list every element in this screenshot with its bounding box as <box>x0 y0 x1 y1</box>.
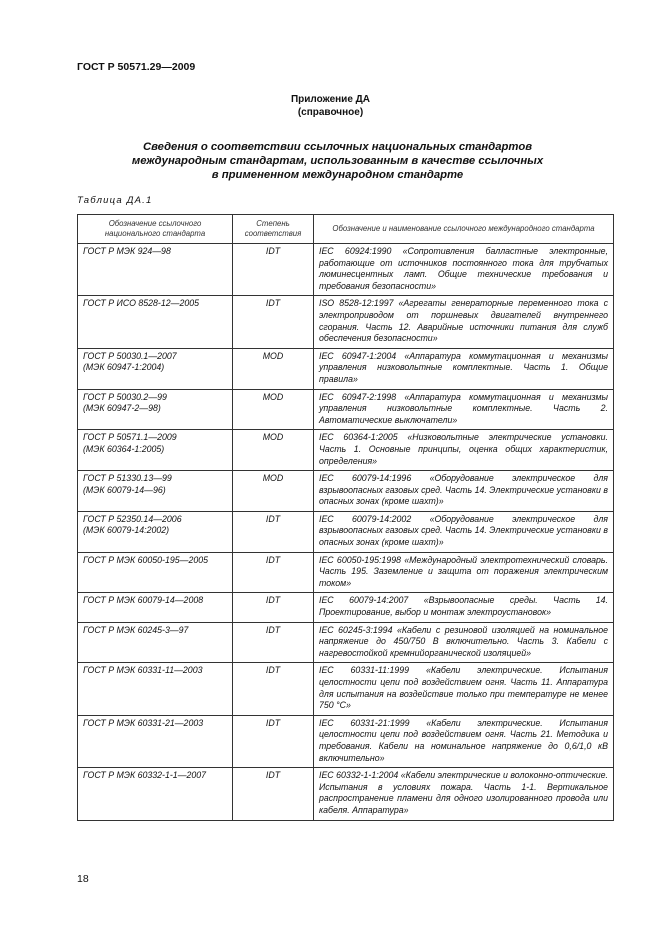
table-label: Таблица ДА.1 <box>77 195 153 206</box>
appendix-subtitle: (справочное) <box>297 107 364 118</box>
cell-international-standard: IEC 60079-14:2007 «Взрывоопасные среды. Часть 14. Проектирование, выбор и монтаж электроустановок» <box>314 593 614 622</box>
column-header-national: Обозначение ссылочного национального стандарта <box>78 215 233 244</box>
cell-international-standard: IEC 60079-14:2002 «Оборудование электрическое для взрывоопасных газовых сред. Часть 14. Электрические установки в опасных зонах (кроме шахт)» <box>314 511 614 552</box>
cell-national-standard: ГОСТ Р МЭК 60331-11—2003 <box>78 663 233 715</box>
cell-degree: IDT <box>233 663 314 715</box>
cell-international-standard: IEC 60947-2:1998 «Аппаратура коммутационная и механизмы управления низковольтные комплектные. Часть 2. Автоматические выключатели» <box>314 389 614 430</box>
table-row <box>78 768 614 820</box>
cell-international-standard: IEC 60245-3:1994 «Кабели с резиновой изоляцией на номинальное напряжение до 450/750 В включительно. Часть 3. Кабели с нагревостойкой кремнийорганической изоляцией» <box>314 622 614 663</box>
document-header: ГОСТ Р 50571.29—2009 <box>77 61 196 73</box>
table-row <box>78 389 614 430</box>
cell-international-standard: IEC 60364-1:2005 «Низковольтные электрические установки. Часть 1. Основные принципы, оценка общих характеристик, определения» <box>314 430 614 471</box>
table-row <box>78 348 614 389</box>
table-row <box>78 296 614 348</box>
cell-national-standard: ГОСТ Р 52350.14—2006 (МЭК 60079-14:2002) <box>78 511 233 552</box>
table-row <box>78 552 614 593</box>
cell-international-standard: IEC 60331-11:1999 «Кабели электрические. Испытания целостности цепи под воздействием огня. Часть 11. Аппаратура для испытания на воздействие только при температуре не менее 750 °C» <box>314 663 614 715</box>
cell-national-standard: ГОСТ Р МЭК 60245-3—97 <box>78 622 233 663</box>
cell-degree: IDT <box>233 552 314 593</box>
cell-national-standard: ГОСТ Р МЭК 60332-1-1—2007 <box>78 768 233 820</box>
table-row <box>78 663 614 715</box>
caption-line-1: Сведения о соответствии ссылочных национальных стандартов <box>142 141 533 153</box>
cell-degree: IDT <box>233 511 314 552</box>
standards-table <box>77 214 614 821</box>
cell-degree: MOD <box>233 471 314 512</box>
table-caption <box>110 140 565 182</box>
cell-degree: IDT <box>233 296 314 348</box>
cell-degree: IDT <box>233 244 314 296</box>
caption-line-2: международным стандартам, использованным в качестве ссылочных <box>131 155 544 167</box>
table-row <box>78 244 614 296</box>
table-body <box>78 244 614 821</box>
cell-international-standard: IEC 60050-195:1998 «Международный электротехнический словарь. Часть 195. Заземление и защита от поражения электрическим током» <box>314 552 614 593</box>
cell-national-standard: ГОСТ Р МЭК 60050-195—2005 <box>78 552 233 593</box>
cell-degree: MOD <box>233 348 314 389</box>
cell-international-standard: IEC 60332-1-1:2004 «Кабели электрические и волоконно-оптические. Испытания в условиях пожара. Часть 1-1. Вертикальное распространение пламени для одного изолированного провода или кабеля. Аппаратура» <box>314 768 614 820</box>
cell-international-standard: ISO 8528-12:1997 «Агрегаты генераторные переменного тока с электроприводом от поршневых двигателей внутреннего сгорания. Часть 12. Аварийные источники питания для служб обеспечения безопасности» <box>314 296 614 348</box>
cell-degree: IDT <box>233 622 314 663</box>
cell-national-standard: ГОСТ Р МЭК 60331-21—2003 <box>78 715 233 767</box>
cell-national-standard: ГОСТ Р 50571.1—2009 (МЭК 60364-1:2005) <box>78 430 233 471</box>
table-row <box>78 471 614 512</box>
table-row <box>78 430 614 471</box>
cell-national-standard: ГОСТ Р МЭК 924—98 <box>78 244 233 296</box>
cell-international-standard: IEC 60947-1:2004 «Аппаратура коммутационная и механизмы управления низковольтные комплектные. Часть 1. Общие правила» <box>314 348 614 389</box>
table-header-row <box>78 215 614 244</box>
cell-degree: MOD <box>233 430 314 471</box>
column-header-degree: Степень соответствия <box>233 215 314 244</box>
cell-degree: MOD <box>233 389 314 430</box>
appendix-heading <box>0 93 661 119</box>
table-row <box>78 622 614 663</box>
cell-national-standard: ГОСТ Р МЭК 60079-14—2008 <box>78 593 233 622</box>
column-header-international: Обозначение и наименование ссылочного международного стандарта <box>314 215 614 244</box>
cell-degree: IDT <box>233 715 314 767</box>
cell-national-standard: ГОСТ Р 50030.1—2007 (МЭК 60947-1:2004) <box>78 348 233 389</box>
caption-line-3: в примененном международном стандарте <box>211 169 464 181</box>
cell-international-standard: IEC 60079-14:1996 «Оборудование электрическое для взрывоопасных газовых сред. Часть 14. Электрические установки в опасных зонах (кроме шахт)» <box>314 471 614 512</box>
cell-degree: IDT <box>233 593 314 622</box>
appendix-title: Приложение ДА <box>290 94 371 105</box>
cell-degree: IDT <box>233 768 314 820</box>
cell-international-standard: IEC 60331-21:1999 «Кабели электрические. Испытания целостности цепи под воздействием огня. Часть 21. Методика и требования. Кабели на номинальное напряжение до 0,6/1,0 кВ включительно» <box>314 715 614 767</box>
cell-national-standard: ГОСТ Р 50030.2—99 (МЭК 60947-2—98) <box>78 389 233 430</box>
cell-national-standard: ГОСТ Р 51330.13—99 (МЭК 60079-14—96) <box>78 471 233 512</box>
page-number: 18 <box>77 873 89 885</box>
table-row <box>78 511 614 552</box>
cell-national-standard: ГОСТ Р ИСО 8528-12—2005 <box>78 296 233 348</box>
table-row <box>78 715 614 767</box>
cell-international-standard: IEC 60924:1990 «Сопротивления балластные электронные, работающие от источников постоянного тока для трубчатых люминесцентных ламп. Общие технические требования и требования безопасности» <box>314 244 614 296</box>
table-row <box>78 593 614 622</box>
